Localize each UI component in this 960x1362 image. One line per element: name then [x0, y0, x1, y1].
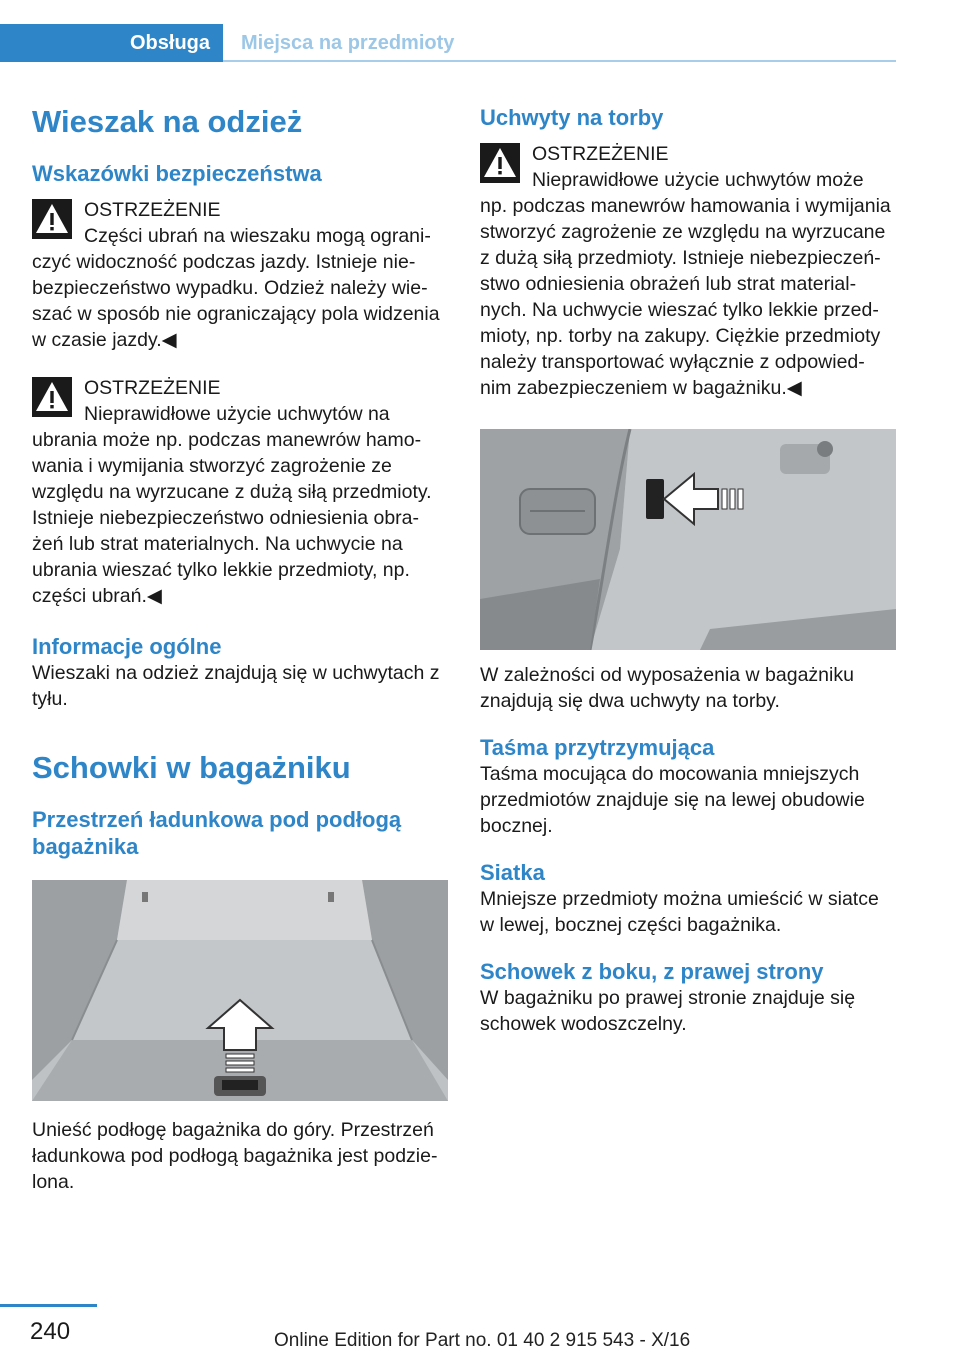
heading-info: Informacje ogólne — [32, 634, 222, 659]
heading-bag-hooks: Uchwyty na torby — [480, 105, 664, 130]
page-number: 240 — [30, 1318, 71, 1345]
page-header — [0, 24, 896, 62]
warning-block-2 — [32, 375, 448, 609]
trunk-floor-photo — [32, 880, 448, 1101]
heading-safety: Wskazówki bezpieczeństwa — [32, 161, 322, 186]
net-paragraph: Mniejsze przedmioty można umieścić w siatce w lewej, bocznej części bagażnika. — [480, 888, 879, 936]
warning-block-1 — [32, 197, 448, 353]
heading-cargo: Przestrzeń ładunkowa pod podłogą bagażnika — [32, 807, 402, 859]
left-column — [32, 100, 448, 1195]
warning-title: OSTRZEŻENIE — [84, 377, 221, 399]
heading-schowki: Schowki w bagażniku — [32, 750, 351, 785]
right-column — [480, 100, 896, 1037]
heading-strap: Taśma przytrzymująca — [480, 735, 715, 760]
info-paragraph: Wieszaki na odzież znajdują się w uchwytach z tyłu. — [32, 662, 440, 710]
header-divider — [223, 60, 896, 62]
warning-triangle-icon — [32, 377, 72, 417]
bag-hooks-paragraph: W zależności od wyposażenia w bagażniku znajdują się dwa uchwyty na torby. — [480, 664, 854, 712]
warning-text: Części ubrań na wieszaku mogą ograni-czyć widoczność podczas jazdy. Istnieje nie-bezpieczeństwo wypadku. Odzież należy wie-szać w sposób nie ograniczający pola widzenia w czasie jazdy.◀ — [32, 225, 440, 351]
tab-obsluga[interactable]: Obsługa — [0, 24, 223, 62]
side-compartment-paragraph: W bagażniku po prawej stronie znajduje się schowek wodoszczelny. — [480, 987, 856, 1035]
bag-hook-illustration — [480, 429, 896, 650]
footer-edition: Online Edition for Part no. 01 40 2 915 543 - X/16 — [274, 1330, 691, 1351]
heading-side-compartment: Schowek z boku, z prawej strony — [480, 959, 824, 984]
heading-wieszak: Wieszak na odzież — [32, 104, 303, 139]
footer-divider — [0, 1304, 97, 1307]
warning-triangle-icon — [480, 143, 520, 183]
cargo-paragraph: Unieść podłogę bagażnika do góry. Przestrzeń ładunkowa pod podłogą bagażnika jest podzie-lona. — [32, 1119, 438, 1193]
tab-miejsca-na-przedmioty[interactable]: Miejsca na przedmioty — [241, 32, 455, 54]
warning-triangle-icon — [32, 199, 72, 239]
warning-text: Nieprawidłowe użycie uchwytów na ubrania może np. podczas manewrów hamo-wania i wymijania stworzyć zagrożenie ze względu na wyrzucane z dużą siłą przedmioty. Istnieje niebezpieczeństwo odniesienia obra-żeń lub strat materialnych. Na uchwycie na ubrania wieszać tylko lekkie przedmioty, np. części ubrań.◀ — [32, 403, 432, 607]
warning-text: Nieprawidłowe użycie uchwytów może np. podczas manewrów hamowania i wymijania stworzyć zagrożenie ze względu na wyrzucane z dużą siłą przedmioty. Istnieje niebezpieczeń-stwo odniesienia obrażeń lub strat material-nych. Na uchwycie wieszać tylko lekkie przed-mioty, np. torby na zakupy. Ciężkie przedmioty należy transportować wyłącznie z odpowied-nim zabezpieczeniem w bagażniku.◀ — [480, 169, 891, 399]
warning-title: OSTRZEŻENIE — [84, 199, 221, 221]
strap-paragraph: Taśma mocująca do mocowania mniejszych przedmiotów znajduje się na lewej obudowie bocznej. — [480, 763, 865, 837]
trunk-floor-illustration — [32, 880, 448, 1101]
warning-title: OSTRZEŻENIE — [532, 143, 669, 165]
heading-net: Siatka — [480, 860, 545, 885]
bag-hook-photo — [480, 429, 896, 650]
warning-block-3 — [480, 141, 896, 401]
